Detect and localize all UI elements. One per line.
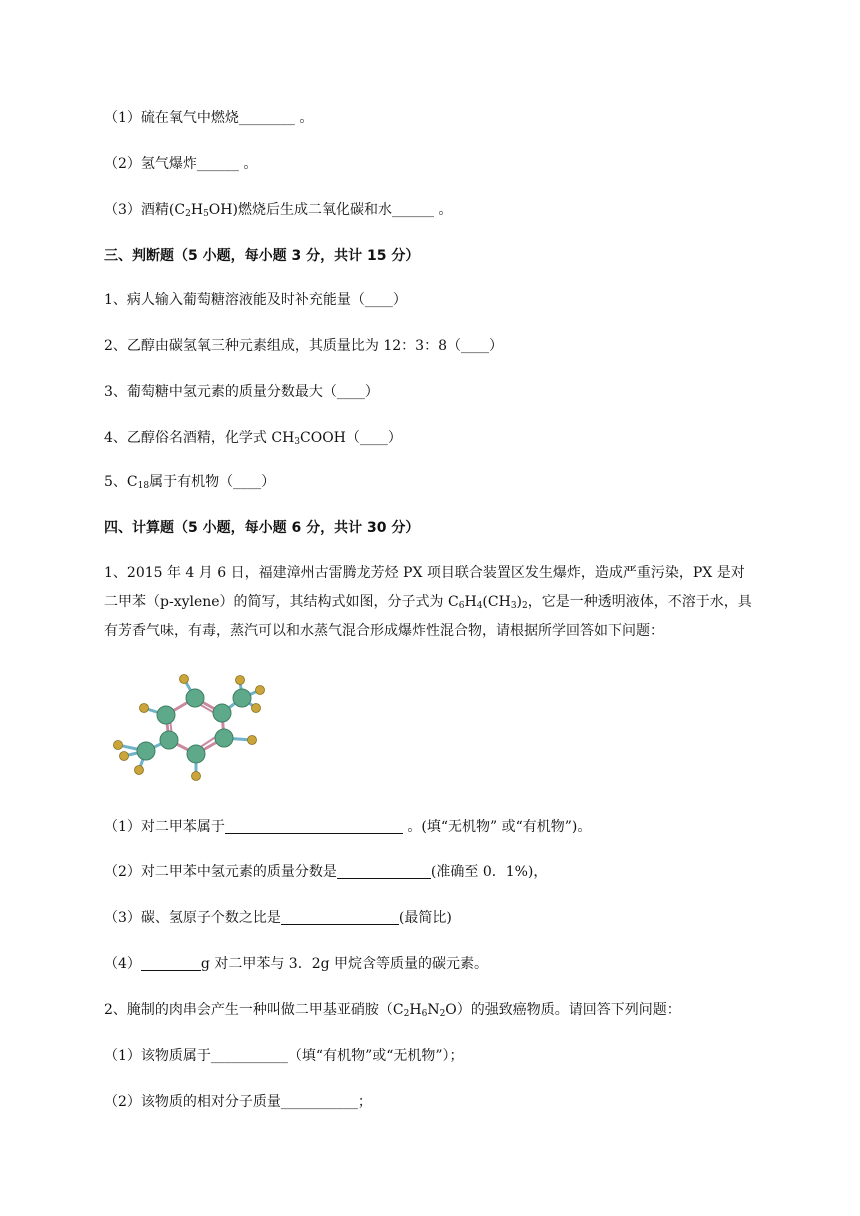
calc-q2-sub-1: （1）该物质属于___________（填“有机物”或“无机物”）； — [104, 1048, 464, 1064]
answer-blank[interactable] — [141, 956, 201, 971]
section-heading-calculation: 四、计算题（5 小题，每小题 6 分，共计 30 分） — [104, 520, 420, 536]
calc-q1-sub-3: （3）碳、氢原子个数之比是 (最简比) — [104, 910, 452, 926]
answer-blank[interactable] — [281, 910, 399, 925]
carbon-atoms — [137, 689, 251, 763]
question-sulfur-combustion: （1）硫在氧气中燃烧________ 。 — [104, 110, 314, 126]
calc-q1-sub-4: （4） g 对二甲苯与 3．2g 甲烷含等质量的碳元素。 — [104, 956, 489, 972]
calc-q2-sub-2: （2）该物质的相对分子质量___________； — [104, 1094, 372, 1110]
calc-question-1-stem — [104, 559, 804, 646]
section-heading-judgement: 三、判断题（5 小题，每小题 3 分，共计 15 分） — [104, 248, 420, 264]
judgement-item-3: 3、葡萄糖中氢元素的质量分数最大（____） — [104, 384, 379, 400]
calc-question-2-stem: 2、腌制的肉串会产生一种叫做二甲基亚硝胺$(C_2H_6N_2O)$的强致癌物质。请回答下列问题： — [104, 1002, 681, 1019]
calc-q1-sub-1: （1）对二甲苯属于 。(填“无机物” 或“有机物”)。 — [104, 819, 592, 835]
judgement-item-2: 2、乙醇由碳氢氧三种元素组成，其质量比为 12：3：8（____） — [104, 338, 503, 354]
stem-line-3: 有芳香气味，有毒，蒸汽可以和水蒸气混合形成爆炸性混合物，请根据所学回答如下问题： — [104, 623, 664, 639]
question-hydrogen-explosion: （2）氢气爆炸______ 。 — [104, 156, 258, 172]
question-ethanol-combustion: （3）酒精$(C_2H_5OH)$燃烧后生成二氧化碳和水______ 。 — [104, 202, 453, 219]
stem-line-1: 1、2015 年 4 月 6 日，福建漳州古雷腾龙芳烃 PX 项目联合装置区发生爆炸，造成严重污染，PX 是对 — [104, 565, 745, 581]
answer-blank[interactable] — [337, 864, 431, 879]
stem-line-2: 二甲苯（p-xylene）的简写，其结构式如图，分子式为 $C_6H_4(CH_3)_2$，它是一种透明液体，不溶于水，具 — [104, 594, 752, 611]
calc-q1-sub-2: （2）对二甲苯中氢元素的质量分数是 (准确至 0．1%)， — [104, 864, 548, 880]
answer-blank[interactable] — [225, 819, 403, 834]
p-xylene-molecule-model — [104, 668, 284, 788]
judgement-item-5: 5、$C_{18}$属于有机物（____） — [104, 474, 276, 491]
judgement-item-4: 4、乙醇俗名酒精，化学式 $CH_3COOH(\_\_\_\_)$ — [104, 430, 402, 447]
judgement-item-1: 1、病人输入葡萄糖溶液能及时补充能量（____） — [104, 292, 407, 308]
